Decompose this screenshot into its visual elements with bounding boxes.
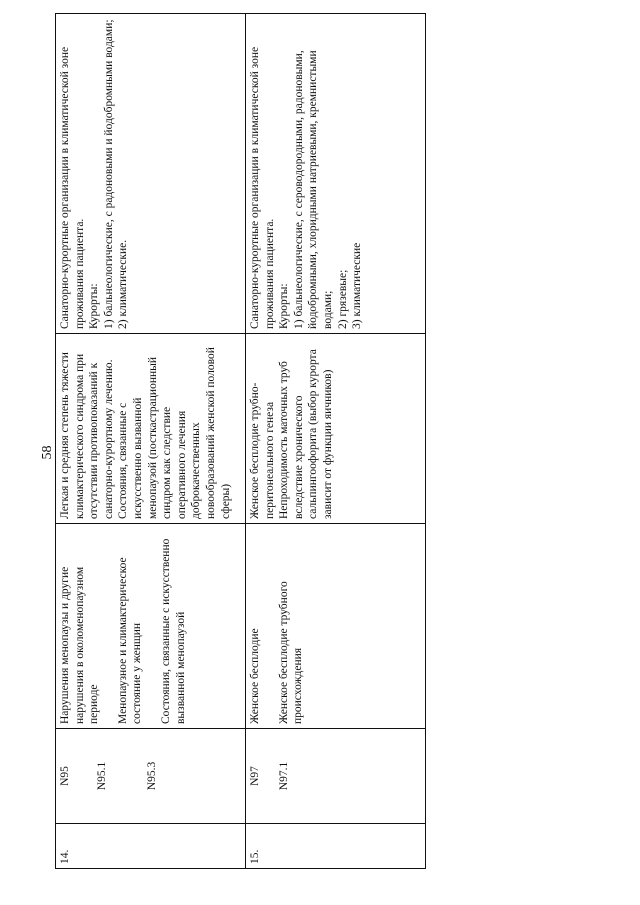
- condition-cell: Легкая и средняя степень тяжести климактерического синдрома при отсутствии противопоказаний к санаторно-курортному лечению. Состояния, связанные с искусственно вызванной менопаузой (посткастрационный синдром как следствие оперативного лечения доброкачественных новообразований женской половой сферы): [56, 334, 246, 524]
- resort-intro: Санаторно-курортные организации в климатической зоне проживания пациента.: [249, 46, 276, 329]
- resort-intro: Санаторно-курортные организации в климатической зоне проживания пациента.: [59, 46, 86, 329]
- row-number: 15.: [246, 824, 426, 869]
- list-item: 1) бальнеологические, с радоновыми и йодобромными водами;: [102, 19, 115, 329]
- icd-codes: [56, 729, 246, 824]
- resort-label: Курорты:: [88, 283, 101, 329]
- row-number: 14.: [56, 824, 246, 869]
- table-row: [56, 14, 246, 869]
- diagnosis-main: Женское бесплодие: [249, 628, 261, 724]
- icd-codes: [246, 729, 426, 824]
- resort-cell: [56, 14, 246, 334]
- icd-subcode: N95.1: [95, 761, 108, 791]
- diagnosis-cell: [56, 524, 246, 729]
- icd-code: N97: [249, 766, 261, 786]
- diagnosis-cell: [246, 524, 426, 729]
- diagnosis-sub: Женское бесплодие трубного происхождения: [277, 581, 305, 724]
- resort-list: [292, 18, 365, 329]
- icd-subcode: N95.3: [146, 761, 159, 791]
- diagnosis-main: Нарушения менопаузы и другие нарушения в околоменопаузном периоде: [59, 566, 101, 724]
- icd-subcode: N97.1: [277, 761, 290, 791]
- resort-cell: [246, 14, 426, 334]
- condition-cell: Женское бесплодие трубно-перитонеального генеза Непроходимость маточных труб вследствие хронического сальпингоофорита (выбор курорта зависит от функции яичников): [246, 334, 426, 524]
- diagnosis-sub: Состояния, связанные с искусственно вызванной менопаузой: [159, 538, 187, 724]
- diagnosis-sub: Менопаузное и климактерическое состояние у женщин: [116, 557, 144, 724]
- list-item: 1) бальнеологические, с сероводородными, радоновыми, йодобромными, хлоридными натриевыми, кремнистыми водами;: [292, 50, 334, 329]
- treatment-table: [55, 13, 426, 869]
- resort-label: Курорты:: [278, 283, 291, 329]
- list-item: 2) климатические.: [117, 239, 130, 329]
- list-item: 2) грязевые;: [336, 269, 349, 329]
- list-item: 3) климатические: [351, 242, 364, 329]
- icd-code: N95: [59, 766, 71, 786]
- table-row: [246, 14, 426, 869]
- resort-list: [102, 18, 131, 329]
- page-number: 58: [40, 445, 55, 460]
